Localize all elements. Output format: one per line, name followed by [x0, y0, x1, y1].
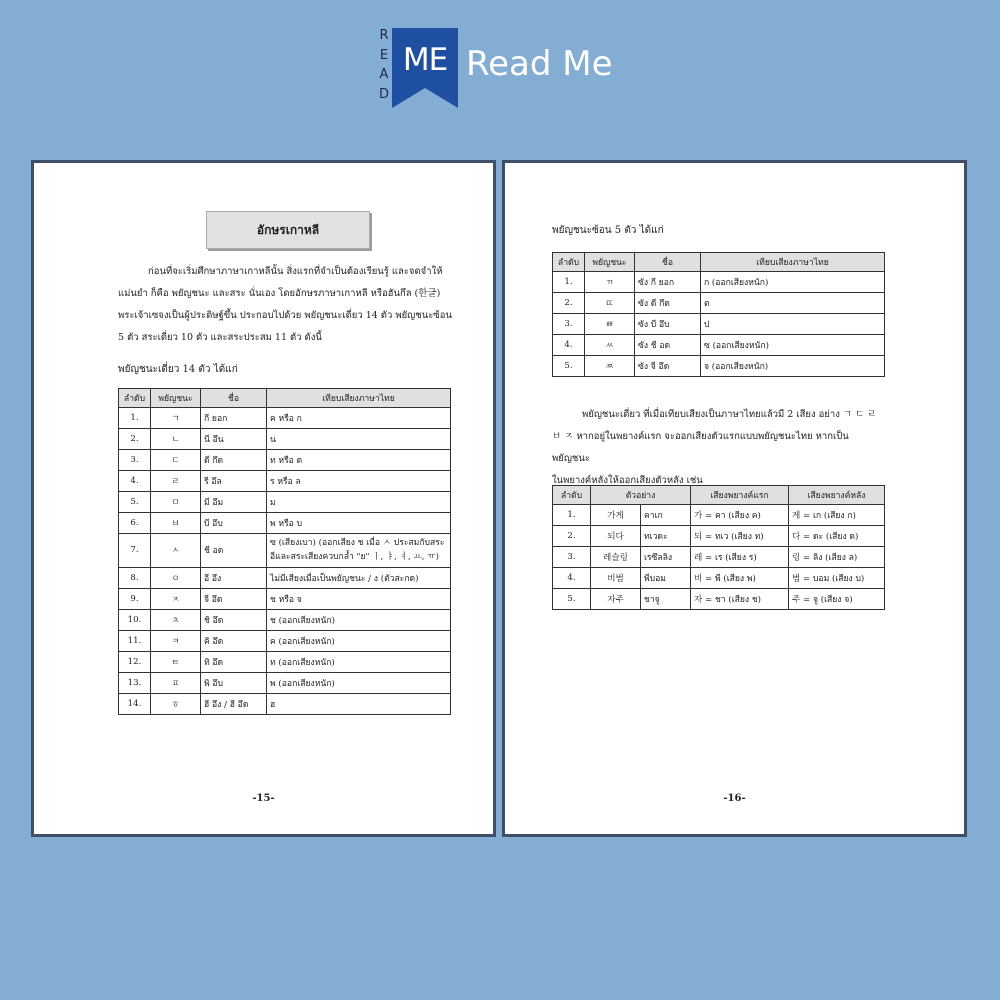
- table-cell: ㅃ: [585, 314, 635, 335]
- double-consonants-table: [552, 252, 885, 377]
- cell-line: อีและสระเสียงควบกล้ำ "ย" ㅣ, ㅑ, ㅕ, ㅛ, ㅠ): [270, 552, 439, 563]
- column-header: พยัญชนะ: [151, 389, 201, 408]
- table-cell: 비 = พี (เสียง พ): [691, 568, 789, 589]
- table-cell: คาเก: [641, 505, 691, 526]
- table-row: [553, 335, 885, 356]
- table-cell: ㄲ: [585, 272, 635, 293]
- logo-letter: R: [379, 28, 389, 43]
- pronunciation-paragraph: [552, 404, 886, 492]
- table-cell: ร หรือ ล: [267, 471, 451, 492]
- table-header-row: [119, 389, 451, 408]
- paragraph-line: ก่อนที่จะเริ่มศึกษาภาษาเกาหลีนั้น สิ่งแรกที่จำเป็นต้องเรียนรู้ และจดจำให้: [148, 266, 443, 277]
- table-cell: ป: [701, 314, 885, 335]
- table-cell: ฮ: [267, 693, 451, 714]
- table-row: [553, 293, 885, 314]
- read-me-logo: [377, 26, 637, 110]
- table-cell: ㅁ: [151, 492, 201, 513]
- table-cell: อี อึง: [201, 567, 267, 588]
- logo-vertical-letters: [377, 26, 391, 104]
- table-cell: ดี กึด: [201, 450, 267, 471]
- table-caption: พยัญชนะเดี่ยว 14 ตัว ได้แก่: [118, 364, 238, 375]
- heading-title: อักษรเกาหลี: [206, 211, 370, 249]
- column-header: ลำดับ: [553, 486, 591, 505]
- table-row: [119, 567, 451, 588]
- table-cell: 2.: [553, 293, 585, 314]
- table-cell: 되다: [591, 526, 641, 547]
- column-header: เสียงพยางค์หลัง: [789, 486, 885, 505]
- table-cell: 범 = บอม (เสียง บ): [789, 568, 885, 589]
- right-page: [502, 160, 967, 837]
- table-cell: นี อึน: [201, 429, 267, 450]
- table-cell: ชาจู: [641, 589, 691, 610]
- table-cell: ㅈ: [151, 588, 201, 609]
- table-cell: มี อึม: [201, 492, 267, 513]
- table-cell: 1.: [553, 272, 585, 293]
- paragraph-line: พระเจ้าเซจงเป็นผู้ประดิษฐ์ขึ้น ประกอบไปด้วย พยัญชนะเดี่ยว 14 ตัว พยัญชนะซ้อน: [118, 310, 452, 321]
- table-cell: 5.: [119, 492, 151, 513]
- table-row: [119, 651, 451, 672]
- column-header: ชื่อ: [201, 389, 267, 408]
- logo-letter: D: [378, 86, 389, 102]
- table-cell: ท หรือ ด: [267, 450, 451, 471]
- table-cell: ㄸ: [585, 293, 635, 314]
- table-cell: 4.: [553, 568, 591, 589]
- table-cell: เรซึลลิง: [641, 547, 691, 568]
- table-row: [553, 568, 885, 589]
- table-cell: ช (ออกเสียงหนัก): [267, 609, 451, 630]
- table-cell: ㅇ: [151, 567, 201, 588]
- table-cell: ต: [701, 293, 885, 314]
- table-cell: 14.: [119, 693, 151, 714]
- table-cell: 13.: [119, 672, 151, 693]
- table-cell: 3.: [553, 314, 585, 335]
- table-row: [553, 505, 885, 526]
- table-cell: 되 = ทเว (เสียง ท): [691, 526, 789, 547]
- table-cell: 3.: [553, 547, 591, 568]
- page-number: -16-: [723, 793, 746, 804]
- table-cell: จี อึด: [201, 588, 267, 609]
- logo-letter: E: [379, 47, 389, 63]
- table-cell: บี อึบ: [201, 513, 267, 534]
- column-header: ลำดับ: [119, 389, 151, 408]
- table-row: [119, 513, 451, 534]
- column-header: เทียบเสียงภาษาไทย: [267, 389, 451, 408]
- table-row: [553, 314, 885, 335]
- table-cell: ㅉ: [585, 356, 635, 377]
- table-cell: ซัง กี ยอก: [635, 272, 701, 293]
- table-row: [119, 450, 451, 471]
- table-cell: 2.: [119, 429, 151, 450]
- table-cell: 12.: [119, 651, 151, 672]
- table-cell: 7.: [119, 534, 151, 568]
- table-cell: ซัง ชี อด: [635, 335, 701, 356]
- table-row: [119, 609, 451, 630]
- table-cell: พิ อึบ: [201, 672, 267, 693]
- table-cell: ซัง จี อึด: [635, 356, 701, 377]
- table-cell: ไม่มีเสียงเมื่อเป็นพยัญชนะ / ง (ตัวสะกด): [267, 567, 451, 588]
- table-cell: ซัง บี อึบ: [635, 314, 701, 335]
- table-cell: ㅂ: [151, 513, 201, 534]
- table-cell: ทเวดะ: [641, 526, 691, 547]
- table-cell: ㄷ: [151, 450, 201, 471]
- column-header: พยัญชนะ: [585, 253, 635, 272]
- table-cell: ㅅ: [151, 534, 201, 568]
- table-cell: 주 = จู (เสียง จ): [789, 589, 885, 610]
- table-cell: ㅍ: [151, 672, 201, 693]
- table-cell: ค หรือ ก: [267, 408, 451, 429]
- table-cell: 레 = เร (เสียง ร): [691, 547, 789, 568]
- table-cell: 가게: [591, 505, 641, 526]
- table-caption: พยัญชนะซ้อน 5 ตัว ได้แก่: [552, 225, 664, 236]
- table-cell: 1.: [553, 505, 591, 526]
- table-cell: รี อึล: [201, 471, 267, 492]
- table-cell: ㄹ: [151, 471, 201, 492]
- table-cell: 가 = คา (เสียง ค): [691, 505, 789, 526]
- table-cell: ท (ออกเสียงหนัก): [267, 651, 451, 672]
- table-cell: จ (ออกเสียงหนัก): [701, 356, 885, 377]
- table-cell: ซัง ดี กึด: [635, 293, 701, 314]
- table-cell: 5.: [553, 589, 591, 610]
- table-cell: ช หรือ จ: [267, 588, 451, 609]
- table-row: [553, 547, 885, 568]
- table-cell: 다 = ดะ (เสียง ด): [789, 526, 885, 547]
- table-cell: ซ (ออกเสียงหนัก): [701, 335, 885, 356]
- table-row: [119, 630, 451, 651]
- table-cell: ㅌ: [151, 651, 201, 672]
- table-cell: 5.: [553, 356, 585, 377]
- intro-paragraph: [118, 261, 458, 349]
- brand-name: Read Me: [466, 44, 613, 84]
- table-cell: [267, 534, 451, 568]
- table-cell: ㅊ: [151, 609, 201, 630]
- column-header: ลำดับ: [553, 253, 585, 272]
- table-cell: พ หรือ บ: [267, 513, 451, 534]
- cell-line: ซ (เสียงเบา) (ออกเสียง ช เมื่อ ㅅ ประสมกับสระ: [270, 538, 445, 549]
- table-cell: 레슬링: [591, 547, 641, 568]
- table-row: [553, 356, 885, 377]
- column-header: ตัวอย่าง: [591, 486, 691, 505]
- table-cell: 비범: [591, 568, 641, 589]
- table-cell: 9.: [119, 588, 151, 609]
- table-header-row: [553, 253, 885, 272]
- table-row: [119, 588, 451, 609]
- table-cell: น: [267, 429, 451, 450]
- table-cell: ก (ออกเสียงหนัก): [701, 272, 885, 293]
- table-row: [119, 693, 451, 714]
- page-number: -15-: [252, 793, 275, 804]
- left-page: [31, 160, 496, 837]
- paragraph-line: ในพยางค์หลังให้ออกเสียงตัวหลัง เช่น: [552, 475, 703, 486]
- single-consonants-table: [118, 388, 451, 715]
- paragraph-line: พยัญชนะเดี่ยว ที่เมื่อเทียบเสียงเป็นภาษาไทยแล้วมี 2 เสียง อย่าง ㄱ ㄷ ㄹ: [582, 409, 877, 420]
- table-cell: 3.: [119, 450, 151, 471]
- table-cell: 11.: [119, 630, 151, 651]
- table-row: [119, 408, 451, 429]
- table-cell: 6.: [119, 513, 151, 534]
- table-cell: พีบอม: [641, 568, 691, 589]
- column-header: เสียงพยางค์แรก: [691, 486, 789, 505]
- table-cell: ㄴ: [151, 429, 201, 450]
- examples-table: [552, 485, 885, 610]
- paragraph-line: 5 ตัว สระเดี่ยว 10 ตัว และสระประสม 11 ตัว ดังนี้: [118, 332, 322, 343]
- table-cell: 게 = เก (เสียง ก): [789, 505, 885, 526]
- table-header-row: [553, 486, 885, 505]
- table-cell: ทิ อึด: [201, 651, 267, 672]
- table-row: [119, 672, 451, 693]
- table-row: [119, 534, 451, 568]
- table-row: [119, 429, 451, 450]
- table-cell: 자 = ชา (เสียง ช): [691, 589, 789, 610]
- table-row: [553, 526, 885, 547]
- page-heading: [206, 211, 370, 249]
- table-cell: 링 = ลิง (เสียง ล): [789, 547, 885, 568]
- table-cell: ㅆ: [585, 335, 635, 356]
- table-row: [553, 272, 885, 293]
- table-cell: ㅋ: [151, 630, 201, 651]
- table-cell: กี ยอก: [201, 408, 267, 429]
- table-cell: ค (ออกเสียงหนัก): [267, 630, 451, 651]
- table-cell: 자주: [591, 589, 641, 610]
- table-cell: 2.: [553, 526, 591, 547]
- table-cell: 10.: [119, 609, 151, 630]
- logo-badge-text: ME: [402, 42, 448, 78]
- table-cell: ชี อด: [201, 534, 267, 568]
- table-cell: ชิ อึด: [201, 609, 267, 630]
- table-cell: คิ อึด: [201, 630, 267, 651]
- column-header: เทียบเสียงภาษาไทย: [701, 253, 885, 272]
- table-cell: 4.: [553, 335, 585, 356]
- table-cell: 1.: [119, 408, 151, 429]
- table-row: [119, 492, 451, 513]
- table-row: [553, 589, 885, 610]
- table-cell: 4.: [119, 471, 151, 492]
- logo-letter: A: [379, 67, 389, 82]
- table-cell: ฮี อึง / ฮี อึด: [201, 693, 267, 714]
- table-cell: ㄱ: [151, 408, 201, 429]
- table-cell: ม: [267, 492, 451, 513]
- paragraph-line: ㅂ ㅈ หากอยู่ในพยางค์แรก จะออกเสียงตัวแรกแบบพยัญชนะไทย หากเป็นพยัญชนะ: [552, 431, 849, 464]
- table-cell: ㅎ: [151, 693, 201, 714]
- column-header: ชื่อ: [635, 253, 701, 272]
- table-cell: พ (ออกเสียงหนัก): [267, 672, 451, 693]
- table-cell: 8.: [119, 567, 151, 588]
- paragraph-line: แม่นยำ ก็คือ พยัญชนะ และสระ นั่นเอง โดยอักษรภาษาเกาหลี หรือฮันกึล (한글): [118, 288, 441, 299]
- table-row: [119, 471, 451, 492]
